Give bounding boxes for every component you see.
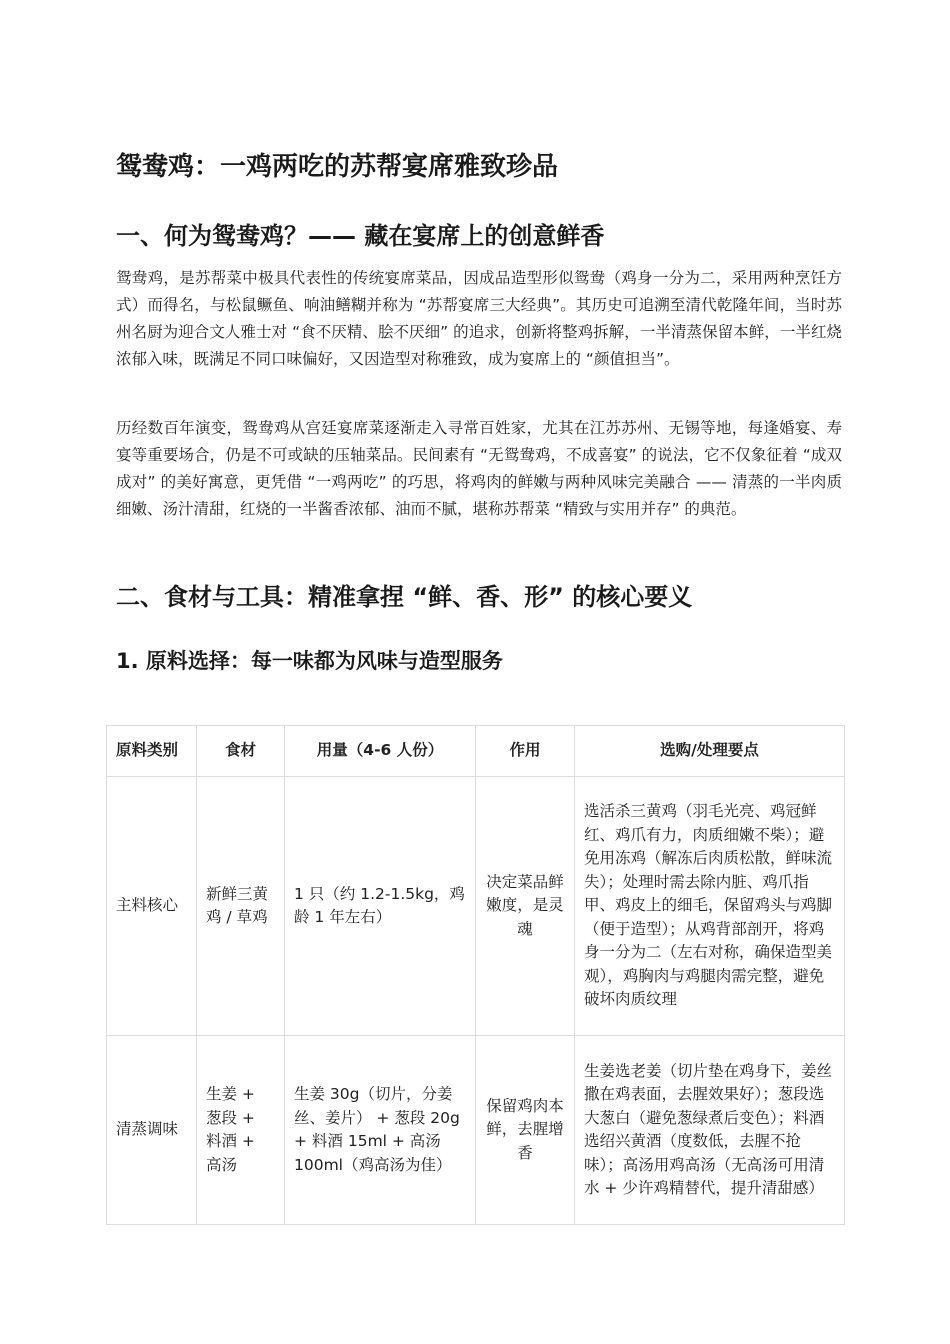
header-tips: 选购/处理要点 <box>575 726 845 777</box>
cell-amount: 生姜 30g（切片，分姜丝、姜片） + 葱段 20g + 料酒 15ml + 高汤 100ml（鸡高汤为佳） <box>285 1036 476 1225</box>
intro-paragraph-1: 鸳鸯鸡，是苏帮菜中极具代表性的传统宴席菜品，因成品造型形似鸳鸯（鸡身一分为二，采用两种烹饪方式）而得名，与松鼠鳜鱼、响油鳝糊并称为 “苏帮宴席三大经典”。其历史可追溯至清代乾隆年间，当时苏州名厨为迎合文人雅士对 “食不厌精、脍不厌细” 的追求，创新将整鸡拆解，一半清蒸保留本鲜，一半红烧浓郁入味，既满足不同口味偏好，又因造型对称雅致，成为宴席上的 “颜值担当”。 <box>116 269 842 368</box>
cell-ingredient: 新鲜三黄鸡 / 草鸡 <box>197 777 285 1036</box>
table-row <box>107 777 845 1036</box>
header-ingredient: 食材 <box>197 726 285 777</box>
intro-paragraph-2: 历经数百年演变，鸳鸯鸡从宫廷宴席菜逐渐走入寻常百姓家，尤其在江苏苏州、无锡等地，每逢婚宴、寿宴等重要场合，仍是不可或缺的压轴菜品。民间素有 “无鸳鸯鸡，不成喜宴” 的说法，它不仅象征着 “成双成对” 的美好寓意，更凭借 “一鸡两吃” 的巧思，将鸡肉的鲜嫩与两种风味完美融合 —— 清蒸的一半肉质细嫩、汤汁清甜，红烧的一半酱香浓郁、油而不腻，堪称苏帮菜 “精致与实用并存” 的典范。 <box>116 419 842 518</box>
cell-tips: 选活杀三黄鸡（羽毛光亮、鸡冠鲜红、鸡爪有力，肉质细嫩不柴）；避免用冻鸡（解冻后肉质松散，鲜味流失）；处理时需去除内脏、鸡爪指甲、鸡皮上的细毛，保留鸡头与鸡脚（便于造型）；从鸡背部剖开，将鸡身一分为二（左右对称，确保造型美观），鸡胸肉与鸡腿肉需完整，避免破坏肉质纹理 <box>575 777 845 1036</box>
header-amount: 用量（4-6 人份） <box>285 726 476 777</box>
cell-amount: 1 只（约 1.2-1.5kg，鸡龄 1 年左右） <box>285 777 476 1036</box>
header-category: 原料类别 <box>107 726 197 777</box>
cell-category: 清蒸调味 <box>107 1036 197 1225</box>
cell-tips: 生姜选老姜（切片垫在鸡身下，姜丝撒在鸡表面，去腥效果好）；葱段选大葱白（避免葱绿煮后变色）；料酒选绍兴黄酒（度数低，去腥不抢味）；高汤用鸡高汤（无高汤可用清水 + 少许鸡精替代，提升清甜感） <box>575 1036 845 1225</box>
cell-purpose: 保留鸡肉本鲜，去腥增香 <box>476 1036 575 1225</box>
cell-category: 主料核心 <box>107 777 197 1036</box>
section-heading-ingredients-tools: 二、食材与工具：精准拿捏 “鲜、香、形” 的核心要义 <box>116 583 693 611</box>
cell-ingredient: 生姜 + 葱段 + 料酒 + 高汤 <box>197 1036 285 1225</box>
ingredients-table <box>106 725 845 1225</box>
subheading-raw-materials: 1. 原料选择：每一味都为风味与造型服务 <box>116 649 503 673</box>
document-title: 鸳鸯鸡：一鸡两吃的苏帮宴席雅致珍品 <box>116 152 559 182</box>
cell-purpose: 决定菜品鲜嫩度，是灵魂 <box>476 777 575 1036</box>
header-purpose: 作用 <box>476 726 575 777</box>
table-row <box>107 1036 845 1225</box>
table-header-row <box>107 726 845 777</box>
section-heading-what-is: 一、何为鸳鸯鸡？—— 藏在宴席上的创意鲜香 <box>116 222 605 250</box>
